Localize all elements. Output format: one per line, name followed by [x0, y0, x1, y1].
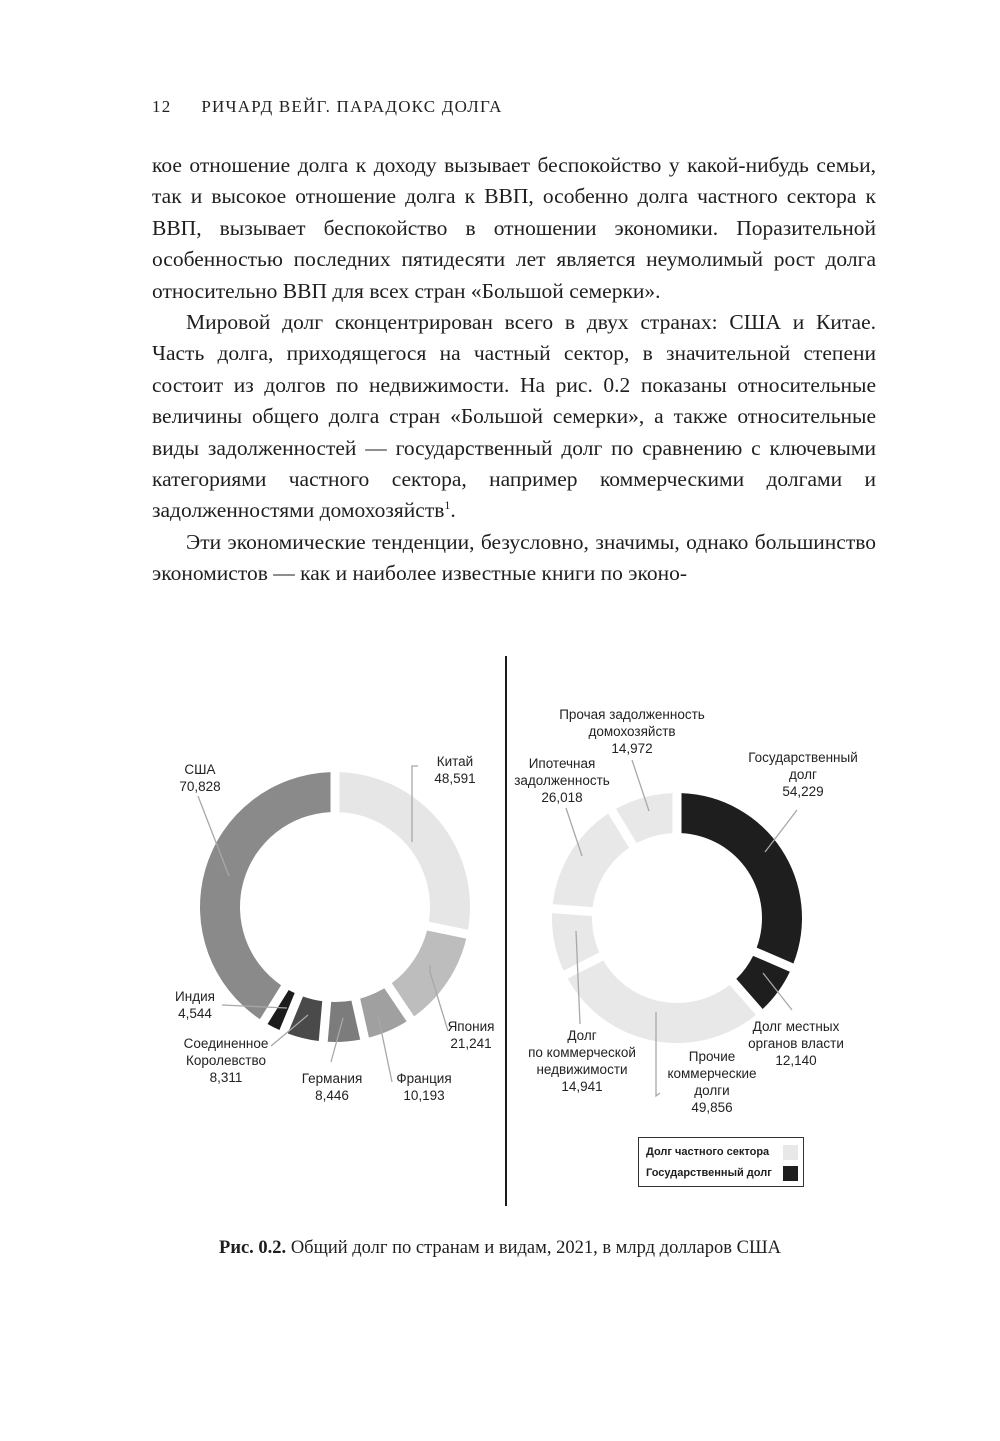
data-label: Ипотечная задолженность 26,018 — [514, 756, 610, 805]
figure-number: Рис. 0.2. — [219, 1238, 287, 1258]
donut-segment — [392, 931, 467, 1017]
data-label: Япония 21,241 — [447, 1019, 495, 1051]
data-label: США 70,828 — [179, 762, 221, 794]
donut-segment — [200, 772, 331, 1019]
donut-segment — [328, 1001, 360, 1042]
data-label: Прочие коммерческие долги 49,856 — [667, 1049, 757, 1115]
data-label: Соединенное Королевство 8,311 — [183, 1036, 269, 1085]
donut-segment — [681, 793, 802, 963]
legend-swatch — [783, 1166, 798, 1181]
data-label: Франция 10,193 — [396, 1071, 452, 1103]
data-label: Государственный долг 54,229 — [748, 750, 858, 799]
donut-segment — [552, 913, 599, 970]
data-label: Германия 8,446 — [301, 1071, 363, 1103]
figure-caption-text: Общий долг по странам и видам, 2021, в млрд долларов США — [286, 1238, 781, 1258]
data-label: Индия 4,544 — [175, 989, 215, 1021]
leader-line — [765, 810, 797, 852]
donut-segment — [288, 996, 322, 1041]
legend-item-private — [646, 1144, 798, 1160]
donut-segment — [339, 772, 470, 930]
running-title: РИЧАРД ВЕЙГ. ПАРАДОКС ДОЛГА — [201, 97, 503, 116]
chart-legend — [638, 1137, 804, 1187]
figure-caption — [0, 1238, 1000, 1259]
donut-segment — [616, 793, 673, 843]
legend-swatch — [783, 1145, 798, 1160]
paragraph: Эти экономические тенденции, безусловно, значимы, однако большинство экономистов — как и наиболее известные книги по эконо- — [152, 529, 876, 586]
legend-label: Долг частного сектора — [646, 1146, 770, 1158]
data-label: Долг по коммерческой недвижимости 14,941 — [528, 1028, 636, 1094]
legend-label: Государственный долг — [646, 1167, 772, 1179]
data-label: Китай 48,591 — [434, 754, 476, 786]
footnote-marker[interactable]: 1 — [444, 498, 451, 513]
paragraph: кое отношение долга к доходу вызывает беспокойство у какой-нибудь семьи, так и высокое отношение долга к ВВП, особенно долга частного сектора к ВВП, вызывает беспокойство в отношении экономики. Поразительной особенностью последних пятидесяти лет является неумолимый рост долга относительно ВВП для всех стран «Большой семерки». — [152, 153, 876, 303]
data-label: Долг местных органов власти 12,140 — [748, 1019, 844, 1068]
paragraph: Мировой долг сконцентрирован всего в двух странах: США и Китае. Часть долга, приходящегося на частный сектор, в значительной степени состоит из долгов по недвижимости. На рис. 0.2 показаны относительные величины общего долга стран «Большой семерки», а также относительные виды задолженностей — государственный долг по сравнению с ключевыми категориями частного сектора, например коммерческими долгами и задолженностями домохозяйств$^1$. — [152, 310, 876, 523]
donut-segment — [553, 814, 629, 908]
data-label: Прочая задолженность домохозяйств 14,972 — [559, 707, 705, 756]
page-number: 12 — [152, 97, 172, 116]
legend-item-government — [646, 1165, 798, 1181]
donut-segment — [736, 956, 790, 1009]
donut-segment — [360, 988, 406, 1037]
